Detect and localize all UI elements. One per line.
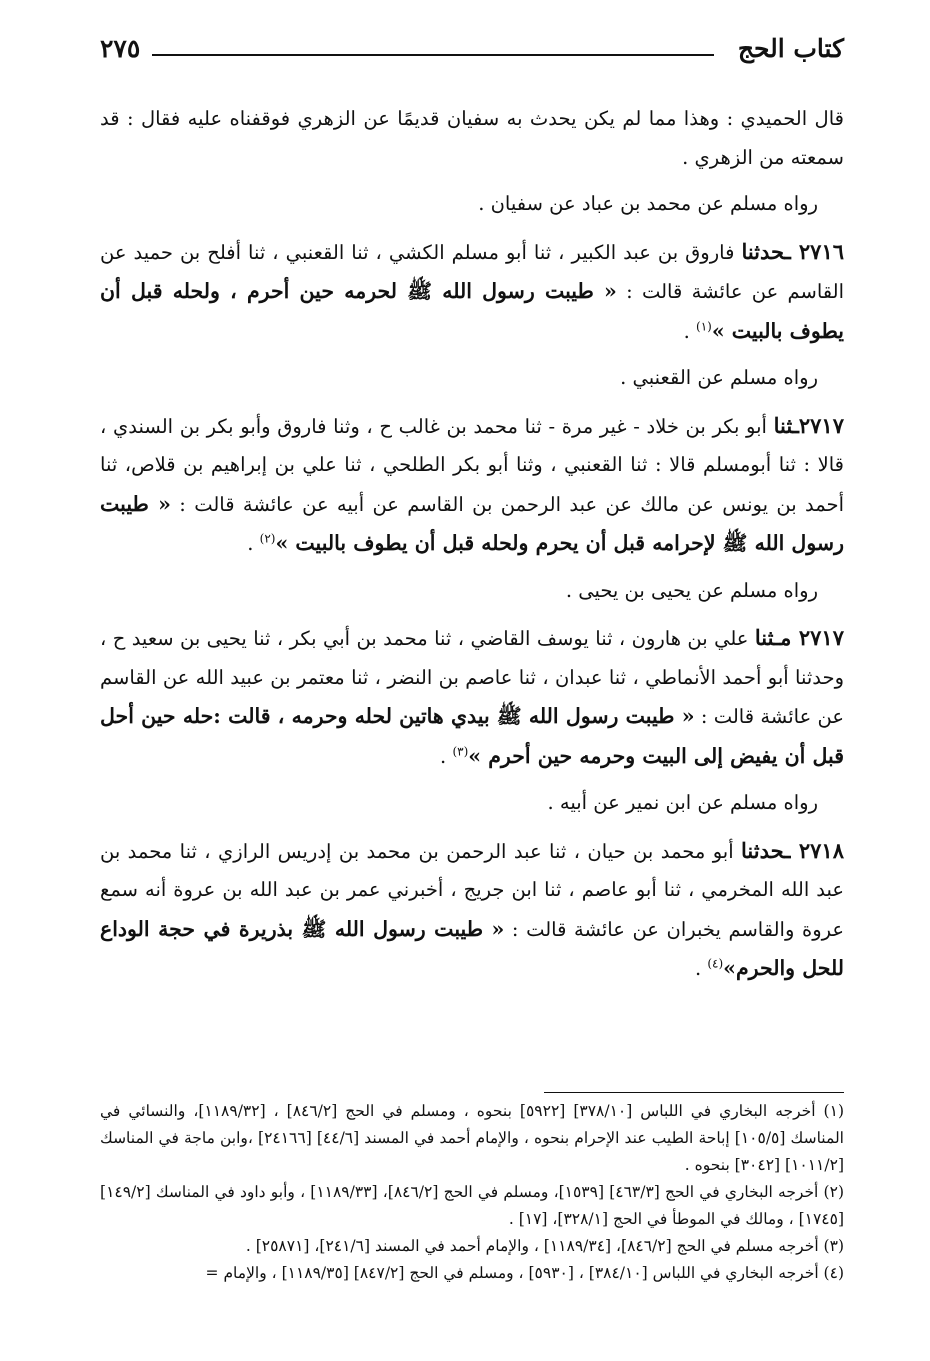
footnote-2: (٢) أخرجه البخاري في الحج [٤٦٣/٣] [١٥٣٩]، ومسلم في الحج [٨٤٦/٢]، [١١٨٩/٣٣] ، وأبو داود في المناسك [١٤٩/٢] [١٧٤٥] ، ومالك في الموطأ في الحج [٣٢٨/١]، [١٧] . [100, 1183, 844, 1228]
hadith-number: ٢٧١٦ ـحدثنا [741, 238, 845, 264]
hadith-number: ٢٧١٨ ـحدثنا [741, 837, 844, 863]
footnote-3: (٣) أخرجه مسلم في الحج [٨٤٦/٢]، [١١٨٩/٣٤] ، والإمام أحمد في المسند [٢٤١/٦]، [٢٥٨٧١] . [245, 1237, 844, 1255]
footnote-ref: (٢) [259, 531, 276, 546]
hadith-isnad: فاروق بن عبد الكبير ، ثنا أبو مسلم الكشي ، ثنا القعنبي ، ثنا أفلح بن حميد عن القاسم عن عائشة قالت : [100, 240, 844, 303]
riwaya-line: رواه مسلم عن يحيى بن يحيى . [565, 578, 818, 602]
hadith-isnad: علي بن هارون ، ثنا يوسف القاضي ، ثنا محمد بن أبي بكر ، ثنا يحيى بن سعيد ح ، وحدثنا أبو أحمد الأنماطي ، ثنا عبدان ، ثنا عاصم بن النضر ، ثنا معتمر بن عبيد الله عن القاسم عن عائشة قالت : [100, 627, 844, 728]
hadith-matn: « طيبت رسول الله ﷺ لإحرامه قبل أن يحرم ولحله قبل أن يطوف بالبيت » [100, 491, 844, 555]
hadith-tail: . [683, 319, 697, 343]
hadith-2716 [100, 233, 844, 352]
intro-paragraph: قال الحميدي : وهذا مما لم يكن يحدث به سفيان قديمًا عن الزهري فوقفناه عليه فقال : قد سمعته من الزهري . [100, 107, 844, 169]
hadith-2717m [100, 619, 844, 776]
hadith-tail: . [247, 532, 260, 555]
page-body [100, 100, 844, 989]
footnote-separator [544, 1092, 844, 1093]
chapter-title: كتاب الحج [737, 34, 844, 63]
hadith-tail: . [440, 744, 453, 768]
footnote-ref: (٣) [452, 744, 469, 758]
riwaya-line: رواه مسلم عن محمد بن عباد عن سفيان . [478, 192, 818, 215]
hadith-matn: « طيبت رسول الله ﷺ لحرمه حين أحرم ، ولحله قبل أن يطوف بالبيت » [100, 279, 844, 343]
hadith-number: ٢٧١٧ مـثنا [754, 625, 844, 650]
page-header [100, 30, 844, 78]
riwaya-line: رواه مسلم عن ابن نمير عن أبيه . [547, 791, 818, 814]
footnote-ref: (٤) [707, 956, 724, 971]
hadith-matn: « طيبت رسول الله ﷺ بيدي هاتين لحله وحرمه ، قالت :حله حين أحل قبل أن يفيض إلى البيت وحرمه حين أحرم » [100, 704, 844, 768]
hadith-2717 [100, 407, 844, 564]
header-rule [152, 54, 714, 56]
footnote-1: (١) أخرجه البخاري في اللباس [٣٧٨/١٠] [٥٩٢٢] بنحوه ، ومسلم في الحج [٨٤٦/٢] ، [١١٨٩/٣٢]، والنسائي في المناسك [١٠٥/٥] إباحة الطيب عند الإحرام بنحوه ، والإمام أحمد في المسند [٤٤/٦] [٢٤١٦٦] ،وابن ماجة في المناسك [١٠١١/٢] [٣٠٤٢] بنحوه . [100, 1102, 844, 1174]
hadith-isnad: أبو محمد بن حيان ، ثنا عبد الرحمن بن محمد بن إدريس الرازي ، ثنا محمد بن عبد الله المخرمي ، ثنا أبو عاصم ، ثنا ابن جريج ، أخبرني عمر بن عبد الله بن عروة أنه سمع عروة والقاسم يخبران عن عائشة قالت : [100, 839, 845, 941]
hadith-matn: « طيبت رسول الله ﷺ بذريرة في حجة الوداع للحل والحرم» [100, 916, 844, 980]
hadith-2718 [100, 832, 844, 989]
riwaya-line: رواه مسلم عن القعنبي . [620, 366, 818, 389]
hadith-tail: . [694, 957, 708, 980]
footnote-4: (٤) أخرجه البخاري في اللباس [٣٨٤/١٠] ، [٥٩٣٠] ، ومسلم في الحج [٨٤٧/٢] [١١٨٩/٣٥] ، والإمام = [205, 1264, 844, 1282]
page-number: ٢٧٥ [100, 34, 141, 63]
footnote-ref: (١) [696, 319, 712, 333]
hadith-number: ٢٧١٧ـثنا [773, 412, 844, 438]
footnotes [100, 1098, 844, 1287]
hadith-isnad: أبو بكر بن خلاد - غير مرة - ثنا محمد بن غالب ح ، وثنا فاروق وأبو بكر بن السندي ، قالا : ثنا أبومسلم قالا : ثنا القعنبي ، وثنا أبو بكر الطلحي ، ثنا علي بن إبراهيم بن قلاص، ثنا أحمد بن يونس عن مالك عن عبد الرحمن بن القاسم عن أبيه عن عائشة قالت : [100, 414, 844, 516]
